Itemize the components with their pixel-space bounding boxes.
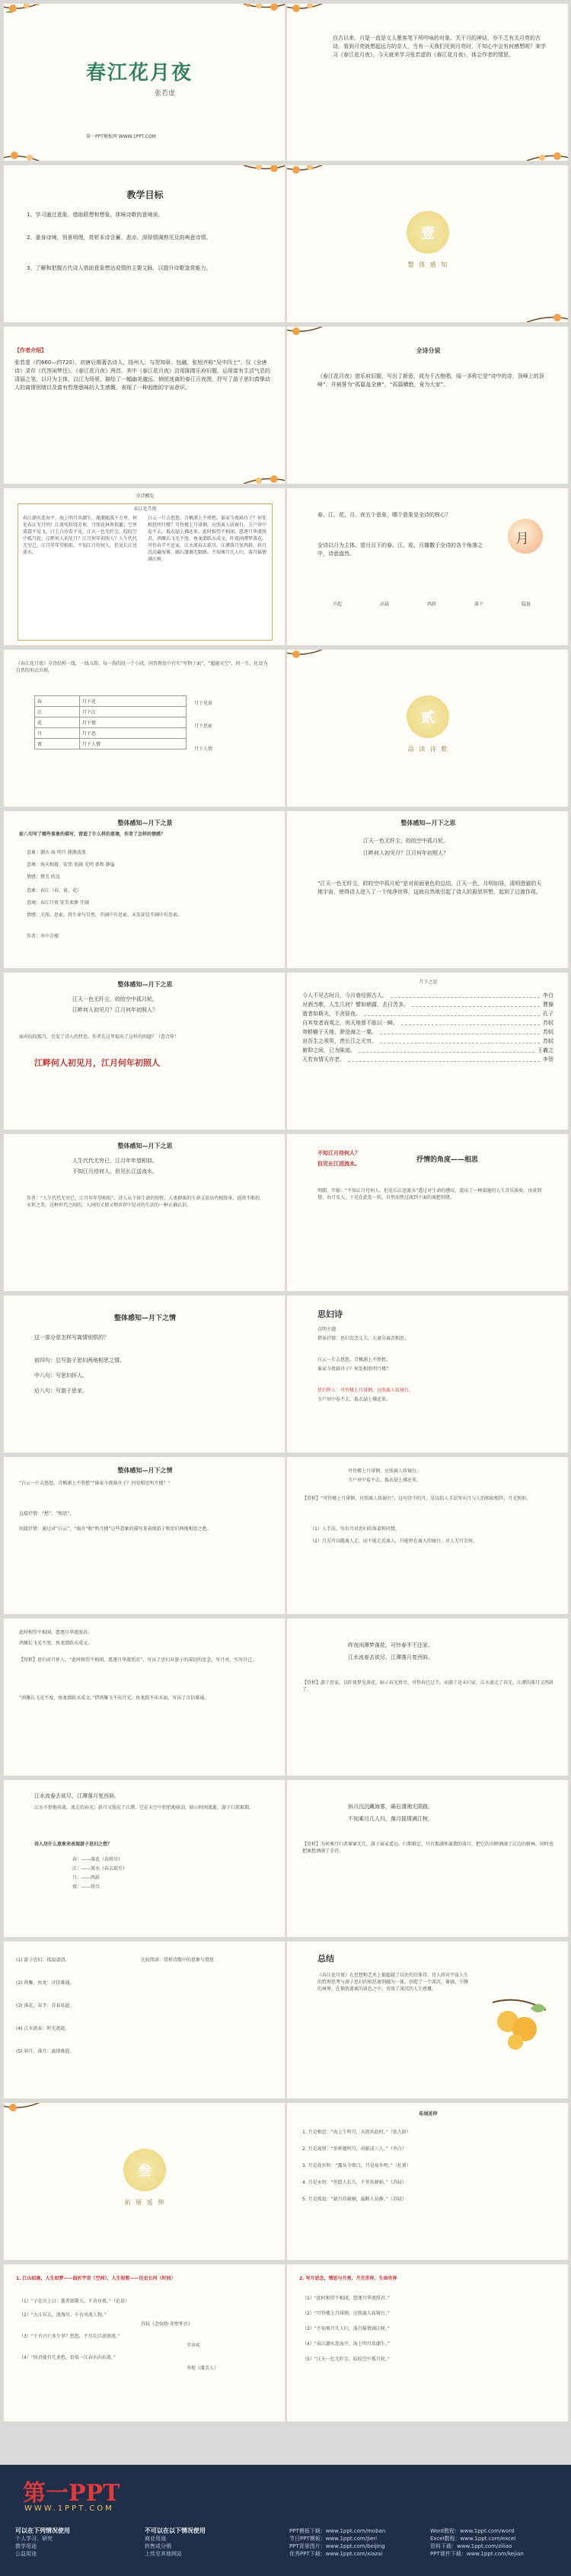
ts-item: 1. 江山如画，人生如梦——曲折宇宙（空间），人生短暂——历史长河（时间） xyxy=(16,2276,176,2281)
flow-question: 诗人用什么意象来表现游子思妇之愁？ xyxy=(34,1842,113,1847)
imagery-question: 春、江、花、月、夜五个意象，哪个意象是全诗的核心？ xyxy=(317,512,451,518)
emotion-question: “白云一片去悠悠，青枫浦上不胜愁”“谁家今夜扁舟子？何处相思明月楼？” xyxy=(19,1481,171,1486)
blossom-branch-icon xyxy=(286,3,334,43)
slide-imagery[interactable] xyxy=(286,487,569,646)
gaze-question: “鸿雁长飞光不度，鱼龙潜跃水成文。”借鸿雁飞不出月光，鱼龙跃不出水面，写出了音信难通。 xyxy=(19,1695,209,1701)
extend-item: 3. 月是故乡明：“露从今夜白，月是故乡明。”（杜甫） xyxy=(302,2163,411,2169)
longing-q: 不知江月待何人？ xyxy=(317,1150,360,1156)
footer-text: 商业用途 xyxy=(145,2536,166,2542)
dream-line: 江水流春去欲尽，江潭落月复西斜。 xyxy=(348,1654,433,1660)
dream-line: 昨夜闲潭梦落花，可怜春半不还家。 xyxy=(348,1642,433,1648)
blossom-branch-icon xyxy=(3,3,51,43)
list-item: 今人不见古时月，今月曾经照古人。 李白 xyxy=(302,992,553,999)
wife-note: 思妇怀人：可怜楼上月徘徊，应照离人妆镜台。 xyxy=(317,1388,414,1393)
slide-time-space[interactable] xyxy=(3,2264,286,2422)
slide-intro[interactable] xyxy=(286,3,569,161)
slide-scene[interactable] xyxy=(3,810,286,969)
author-label: 【作者介绍】 xyxy=(14,347,46,353)
author-text: 张若虚（约660—约720），初唐后期著名诗人，扬州人，与贺知章、包融、张旭齐称“吴中四士”。仅《全唐诗》录存《代答闺梦还》、《春江花月夜》两首。其中《春江花月夜》沿用陈隋乐府旧题，运用富有生活气息的清丽之笔，以月为主体，以江为场景，描绘了一幅幽美邈远、惝恍迷离的春江月夜图，抒写了游子思妇真挚动人的离情别绪以及富有哲理意味的人生感慨，表现了一种迥绝的宇宙意识。 xyxy=(14,360,270,391)
slide-longing[interactable] xyxy=(286,1133,569,1292)
quotes-heading: 月下之思 xyxy=(419,980,438,985)
table-cell: 春 xyxy=(35,696,80,707)
slide-setting-moon[interactable] xyxy=(286,1779,569,1938)
flow-item: 月：——西斜 xyxy=(72,1875,100,1881)
imagery-answer: 全诗以月为主体。望月月下的春、江、花、月播撒于全诗的各个角落之中，诗意盎然。 xyxy=(317,542,483,557)
goal-item: 3、了解和把握古代诗人借助意象想达说情的主要文脉，以提升诗歌鉴赏能力。 xyxy=(27,265,212,271)
phase-tag: 隐退 xyxy=(521,602,531,607)
footer-links-2 xyxy=(430,2527,560,2558)
poem-box xyxy=(18,503,273,641)
watermark: 第一PPT模板网 WWW.1PPT.COM xyxy=(86,134,156,139)
setting-line: 斜月沉沉藏海雾，碣石潇湘无限路。 xyxy=(348,1804,433,1810)
slide-thought-1[interactable] xyxy=(286,810,569,969)
footer-link[interactable]: PPT课件下载：www.1ppt.com/kejian xyxy=(430,2551,524,2557)
section-subtitle: 品 读 诗 歌 xyxy=(407,746,449,753)
compare-item: (4) 江水流春：时光流逝。 xyxy=(16,2026,70,2031)
slide-summary[interactable] xyxy=(286,1941,569,2099)
list-item: 俯仰之间，已为陈迹。 王羲之 xyxy=(302,1047,553,1053)
list-item: 逝者如斯夫，不舍昼夜。 孔子 xyxy=(302,1011,553,1017)
scene-question: 前八句写了哪些景象的描写，营造了什么样的意境，作者了怎样的情感？ xyxy=(19,832,166,837)
poem-title: 春江花月夜 xyxy=(133,507,157,512)
goal-item: 1、学习通过意象、借助联想和想象，体味诗歌的意境美。 xyxy=(27,212,164,218)
footer-banner xyxy=(0,2465,571,2576)
footer-text: 教学用途 xyxy=(15,2543,37,2549)
phase-tag: 升起 xyxy=(333,602,343,607)
phase-tag: 西斜 xyxy=(426,602,436,607)
ts-sign: 李煜《虞美人》 xyxy=(187,2366,219,2371)
list-item: 天若有情天亦老。 李贺 xyxy=(302,1056,553,1063)
slide-section-1[interactable] xyxy=(286,165,569,323)
blossom-branch-icon xyxy=(3,121,51,161)
slide-thought-3[interactable] xyxy=(3,1133,286,1292)
slide-poem[interactable] xyxy=(3,487,286,646)
emotion-line: 前四句：总写游子思妇两地相思之情。 xyxy=(34,1357,125,1363)
table-cell: 月下花 xyxy=(79,696,186,707)
compare-side: 比较阅读：赏析诗歌中的意象与情思 xyxy=(141,1958,215,1963)
slide-structure[interactable] xyxy=(3,649,286,807)
section-subtitle: 拓 展 延 伸 xyxy=(124,2199,166,2206)
slide-extend[interactable] xyxy=(286,2102,569,2261)
setting-note: 【赏析】为何乘月归者寥寥无几，游子离家遥远，归期难定。只有那满怀离情的落月，把它的余晖洒满了江边的树林，同时也把离愁洒满了全诗。 xyxy=(302,1842,554,1854)
slide-emotion-2[interactable] xyxy=(3,1456,286,1615)
emotion-line: 间接抒情：通过对“白云”、“扁舟”和“明月楼”这些意象的描写来表现游子和思妇两地相思之愁。 xyxy=(19,1526,212,1532)
compare-item: (5) 斜月、落月：离情难遣。 xyxy=(16,2049,75,2054)
summary-heading: 总结 xyxy=(317,1954,334,1964)
flow-item: 江：——流水（春去欲尽） xyxy=(72,1866,128,1871)
compare-item: (2) 鸿雁、鱼龙：音信难通。 xyxy=(16,1980,75,1986)
blossom-branch-icon xyxy=(521,121,569,161)
footer-text: 转售或分销 xyxy=(145,2543,171,2549)
footer-link[interactable]: PPT模板下载：www.1ppt.com/moban xyxy=(289,2528,386,2534)
slide-title[interactable] xyxy=(3,3,286,161)
mw-item: （5）“江天一色无纤尘，皎皎空中孤月轮。” xyxy=(302,2357,391,2362)
structure-text: 《春江花月夜》全诗结构一线，一线五韵、每一韵的段一个小段。问答理发中有实“写物十面”，“超越天空”，问一生、化设为自然的形式出现。 xyxy=(16,661,268,673)
extend-heading: 拓展延伸 xyxy=(419,2111,438,2117)
poem-heading: 全诗概览 xyxy=(136,494,155,499)
footer-link[interactable]: Excel教程：www.1ppt.com/excel xyxy=(430,2536,516,2542)
wife-heading: 思妇诗 xyxy=(317,1309,343,1319)
quote-list xyxy=(302,991,553,1064)
overview-text: 《春江花月夜》借乐府旧题，写出了新意，成为千古绝唱，闻一多称它是“诗中的诗，顶峰上的顶峰”，并被誉为“孤篇盖全唐”，“孤篇横绝，竟为大家”。 xyxy=(317,373,544,388)
wife-point: 借景抒情：思妇苦念丈夫，夫妻分离苦相思。 xyxy=(317,1336,410,1341)
emotion-heading: 整体感知—月下之情 xyxy=(113,1315,176,1322)
moon-char: 月 xyxy=(515,531,529,547)
slide-flow[interactable] xyxy=(3,1779,286,1938)
blossom-branch-icon xyxy=(238,444,286,484)
structure-table xyxy=(34,695,187,749)
ts-sign: 苏轼《念奴娇·赤壁怀古》 xyxy=(141,2322,193,2327)
table-cell: 月 xyxy=(35,728,80,739)
thought-heading: 整体感知—月下之思 xyxy=(117,1143,173,1149)
ts-item: （2）“大江东去，浪淘尽，千古风流人物。” xyxy=(19,2312,107,2318)
table-cell: 月下情 xyxy=(79,718,186,728)
pity-item: （2）月光可以随离人走，而不能走近离人，只能停在离人的镜台，对人无可奈何。 xyxy=(310,1539,477,1544)
footer-text: 个人学习、研究 xyxy=(15,2536,53,2542)
footer-text: 上传至其他网站 xyxy=(145,2551,182,2557)
thought-text: 作者：“人生代代无穷已，江月年年望相似”。诗人从个体生命的短暂，人类群体的生命又显出代相传承、延续不断的永恒之美，这种世代之间的、人间的又情又理共存中是对的生活的一种正确认识。 xyxy=(27,1196,260,1208)
slide-moon-world[interactable] xyxy=(286,2264,569,2422)
footer-link[interactable]: PPT背景图片：www.1ppt.com/beijing xyxy=(289,2543,385,2549)
footer-col-title: 不可以在以下情况使用 xyxy=(145,2527,206,2534)
footer-logo[interactable]: 第一PPT xyxy=(23,2480,120,2507)
ts-item: （1）“子在川上曰：逝者如斯夫，不舍昼夜。”（论语） xyxy=(19,2299,130,2304)
longing-a: 但见长江送流水。 xyxy=(317,1161,360,1167)
gaze-note: 【赏析】思妇对月怀人，“此时相望不相闻，愿逐月华流照君”，写出了思妇对游子的深切的思念。写月亮，实写自己。 xyxy=(19,1657,257,1663)
scene-line: 情感：赞美 欣喜 xyxy=(27,874,60,880)
blossom-branch-icon xyxy=(238,3,286,43)
table-cell: 月下江 xyxy=(79,707,186,718)
slide-author[interactable] xyxy=(3,326,286,484)
fruit-illustration-icon xyxy=(485,1987,553,2056)
table-cell: 月下思 xyxy=(79,728,186,739)
moon-phases xyxy=(333,601,531,608)
structure-right: 月下人情 xyxy=(194,746,213,752)
ts-sign: 辛弃疾 xyxy=(187,2343,201,2348)
poem-line: 人生代代无穷已，江月年年望相似。 xyxy=(72,1158,158,1164)
blossom-branch-icon xyxy=(286,649,334,689)
footer-col-forbidden xyxy=(145,2527,274,2558)
mw-item: （2）“可怜楼上月徘徊，应照离人妆镜台。” xyxy=(302,2311,391,2316)
wife-line: 谁家今夜扁舟子？何处相思明月楼？ xyxy=(317,1366,391,1372)
summary-text: 《春江花月夜》在思想和艺术上都超越了以往的宫体诗。诗人将对宇宙人生的哲理思考与游子思妇的相思离别融为一体，创造了一个深沉、寥廓、宁静的境界，在惝恍迷离的景色之中，寄寓了深沉的人生感慨。 xyxy=(317,1973,469,1992)
wife-line: 白云一片去悠悠，青枫浦上不胜愁。 xyxy=(317,1357,391,1363)
slide-section-2[interactable] xyxy=(286,649,569,807)
compare-item: (3) 落花、春半：青春易逝。 xyxy=(16,2003,75,2009)
poem-line: 江天一色无纤尘，皎皎空中孤月轮。 xyxy=(363,838,448,844)
section-badge: 壹 xyxy=(407,211,449,254)
poem-line: 可怜楼上月徘徊，应照离人妆镜台。 xyxy=(348,1469,422,1474)
poem-line: 不知江月待何人，但见长江送流水。 xyxy=(72,1168,158,1175)
slide-gaze[interactable] xyxy=(3,1618,286,1776)
longing-text: 明朗、开豁：“不知江月待何人，但见长江送流水”透过对生命的感叹，道出了一种深邃的人生苦乐体验，由景到情，由月及人，于是在此处一转，自然而然过渡到下面的离愁别绪。 xyxy=(317,1188,542,1200)
table-cell: 江 xyxy=(35,707,80,718)
footer-link[interactable]: 资料下载：www.1ppt.com/ziliao xyxy=(430,2543,512,2549)
flow-item: 春：——落花（春将尽） xyxy=(72,1857,123,1862)
blossom-branch-icon xyxy=(286,165,334,205)
poem-line: 江天一色无纤尘，皎皎空中孤月轮。 xyxy=(72,996,158,1002)
ts-item: （4）“问君能有几多愁，恰似一江春水向东流。” xyxy=(19,2355,116,2360)
section-badge: 叁 xyxy=(123,2149,166,2191)
flow-line: 江水流春去欲尽，江潭落月复西斜。 xyxy=(34,1793,120,1799)
thought-heading: 整体感知—月下之思 xyxy=(400,820,456,826)
ts-item: （3）“千古兴亡多少事？悠悠，不尽长江滚滚流。” xyxy=(19,2334,121,2339)
slide-moon-pity[interactable] xyxy=(286,1456,569,1615)
author-name: 张若虚 xyxy=(155,90,176,97)
longing-tag: 抒情的角度——相思 xyxy=(416,1156,479,1164)
pity-item: （1）人手法，写出月对思妇的体谅和同情。 xyxy=(310,1526,400,1532)
blossom-branch-icon xyxy=(3,2102,51,2143)
mw-item: （4）“春江潮水连海平，海上明月共潮生。” xyxy=(302,2341,391,2347)
poem-left: 春江潮水连海平，海上明月共潮生。滟滟随波千万里，何处春江无月明！江流宛转绕芳甸，月照花林皆似霰；空里流霜不觉飞，汀上白沙看不见。江天一色无纤尘，皎皎空中孤月轮。江畔何人初见月？江月何年初照人？人生代代无穷已，江月年年望相似。不知江月待何人，但见长江送流水。 xyxy=(23,516,138,555)
list-item: 哀吾生之须臾，羡长江之无穷。 苏轼 xyxy=(302,1038,553,1044)
poem-line: 江畔何人初见月？江月何年初照人？ xyxy=(72,1007,158,1013)
footer-links-1 xyxy=(289,2527,419,2558)
scene-line: 作者：李中青楼 xyxy=(27,934,59,939)
table-cell: 花 xyxy=(35,718,80,728)
structure-right: 月下见景 xyxy=(194,701,213,706)
wife-point: 点明主题 xyxy=(317,1327,337,1332)
section-badge: 贰 xyxy=(407,695,449,738)
flow-line: 江水不停地奔流，流走的春光；斜月又照在了江潭，它在天空中悄悄地移动，暗示时间流逝，游子归来难期。 xyxy=(34,1805,254,1811)
list-item: 寄蜉蝣于天地，渺沧海之一粟。 苏轼 xyxy=(302,1029,553,1035)
phase-tag: 落下 xyxy=(474,602,483,607)
footer-text: 公益用途 xyxy=(15,2551,37,2557)
poem-line: 玉户帘中卷不去，捣衣砧上拂还来。 xyxy=(348,1478,422,1483)
thought-heading: 整体感知—月下之思 xyxy=(117,981,173,988)
list-item: 对酒当歌，人生几何？譬如朝露，去日苦多。 曹操 xyxy=(302,1002,553,1008)
list-item: 自其变者而观之，则天地曾不能以一瞬。 苏轼 xyxy=(302,1020,553,1026)
footer-col-title: 可以在下列情况使用 xyxy=(15,2527,70,2534)
footer-link[interactable]: 优秀PPT下载：www.1ppt.com/xiazai xyxy=(289,2551,383,2557)
scene-heading: 整体感知—月下之景 xyxy=(117,820,173,826)
wife-note: 玉户帘中卷不去，捣衣砧上拂还来。 xyxy=(317,1397,391,1402)
scene-line: 意象：春江（春、夜、花） xyxy=(27,888,82,893)
mw-item: （1）“此时相望不相闻，愿逐月华流照君。” xyxy=(302,2296,391,2301)
footer-url[interactable]: WWW.1PPT.COM xyxy=(24,2504,114,2513)
section-subtitle: 整 体 感 知 xyxy=(407,261,449,268)
mw-item: （3）“不知乘月几人归，落月摇情满江树。” xyxy=(302,2326,391,2332)
slide-thought-2[interactable] xyxy=(3,972,286,1130)
thought-quote: “江天一色无纤尘，皎皎空中孤月轮”是对前面景色的总结，江天一色，月明如昼，清明澄澈的天地宇宙，使得诗人进入了一个纯净世界，这就自然地引起了诗人的遐思冥想，起到了过渡作用。 xyxy=(317,881,542,895)
blossom-branch-icon xyxy=(521,283,569,323)
structure-right: 月下思索 xyxy=(194,724,213,729)
emotion-line: 中八句：写思妇怀人。 xyxy=(34,1373,88,1379)
emotion-heading: 整体感知—月下之情 xyxy=(117,1467,173,1474)
slide-goals[interactable] xyxy=(3,165,286,323)
scene-line: 意境：春江月夜 宏美柔静 开阔 xyxy=(27,900,89,906)
mw-heading: 2. 写月思念，情思与月亮，月光世界，生命世界 xyxy=(299,2276,397,2281)
extend-item: 5. 月是孤寂：“缺月挂疏桐，漏断人初静。”（苏轼） xyxy=(302,2197,407,2202)
slide-overview[interactable] xyxy=(286,326,569,484)
highlight-line: 江畔何人初见月，江月何年初照人 xyxy=(34,1058,160,1068)
poem-right: 白云一片去悠悠，青枫浦上不胜愁。谁家今夜扁舟子？何处相思明月楼？可怜楼上月徘徊，应照离人妆镜台。玉户帘中卷不去，捣衣砧上拂还来。此时相望不相闻，愿逐月华流照君。鸿雁长飞光不度，鱼龙潜跃水成文。昨夜闲潭梦落花，可怜春半不还家。江水流春去欲尽，江潭落月复西斜。斜月沉沉藏海雾，碣石潇湘无限路。不知乘月几人归，落月摇情满江树。 xyxy=(148,516,267,562)
extend-item: 1. 月是相思：“海上生明月，天涯共此时。”（张九龄） xyxy=(302,2130,411,2135)
scene-line: 情感：关照、思索，将生命与自然，开阔中有思索，未发却是开阔中有思索。 xyxy=(27,912,183,918)
pity-note: 【赏析】“可怜楼上月徘徊，应照离人妆镜台”，这句诗中的月，是以拟人手法写出月与人的相依相伴，月光照射。 xyxy=(302,1496,531,1501)
table-cell: 月下人情 xyxy=(79,739,186,749)
compare-item: (1) 游子思妇：孤寂凄清。 xyxy=(16,1958,70,1963)
extend-item: 2. 月是离别：“举杯邀明月，对影成三人。”（李白） xyxy=(302,2146,407,2152)
footer-col-allowed xyxy=(15,2527,145,2558)
overview-heading: 全诗分说 xyxy=(416,347,441,354)
slide-quotes[interactable] xyxy=(286,972,569,1130)
table-cell: 夜 xyxy=(35,739,80,749)
intro-text: 自古以来，月是一直是文人墨客笔下所吟咏的对象。关于月的神话，亦不乏有关月亮的古诗。看到月亮就想起远方的亲人，当有一天我们见到月亮时，不知心中会有何感想呢？来学习《春江花月夜》，今天就来学习张若虚的《春江花月夜》，体会作者的情思。 xyxy=(333,35,546,58)
slide-wife[interactable] xyxy=(286,1295,569,1453)
setting-line: 不知乘月几人归，落月摇情满江树。 xyxy=(348,1816,433,1822)
emotion-line: 直接抒情：“愁”、“相思”。 xyxy=(19,1511,75,1517)
slide-title-text: 春江花月夜 xyxy=(86,62,193,85)
slide-emotion-1[interactable] xyxy=(3,1295,286,1453)
slide-compare[interactable] xyxy=(3,1941,286,2099)
emotion-line: 后八句：写游子思家。 xyxy=(34,1388,88,1394)
thought-note: 面对皎皎孤月，引发了诗人的哲思。作者在这里提出了这样的问题？（意合传） xyxy=(19,1034,180,1040)
scene-line: 意象：潮水 海 明月 滟滟波浪 xyxy=(27,850,86,855)
poem-line: 江畔何人初见月？江月何年初照人？ xyxy=(363,850,448,856)
footer-link[interactable]: 节日PPT模板：www.1ppt.com/jieri xyxy=(289,2536,378,2542)
gaze-line: 此时相望不相闻，愿逐月华流照君。 xyxy=(19,1630,93,1635)
footer-link[interactable]: Word教程：www.1ppt.com/word xyxy=(430,2528,515,2534)
slide-dream[interactable] xyxy=(286,1618,569,1776)
extend-item: 4. 月是永恒：“但愿人长久，千里共婵娟。”（苏轼） xyxy=(302,2180,407,2185)
gaze-line: 鸿雁长飞光不度，鱼龙潜跃水成文。 xyxy=(19,1641,93,1646)
phase-tag: 高悬 xyxy=(379,602,389,607)
dream-note: 【赏析】游子思家。以昨夜梦见落花，暗示春光将尽，可怜春已过半，而游子还未归家，江水流走了春光，江潭的落月又西斜了。 xyxy=(302,1680,554,1692)
slide-section-3[interactable] xyxy=(3,2102,286,2261)
flow-item: 夜：——将尽 xyxy=(72,1884,100,1890)
scene-line: 意境：海天相接、宏伟 宽阔 光明 柔和 静谧 xyxy=(27,862,115,868)
goals-heading: 教学目标 xyxy=(126,190,164,200)
goal-item: 2、重身诗境，领景明理，赏析本诗含蓄、悲凉、深厚情调熟见及的典意诗情。 xyxy=(27,235,212,241)
emotion-question: 这一部分是怎样写离情别恨的？ xyxy=(34,1334,109,1341)
